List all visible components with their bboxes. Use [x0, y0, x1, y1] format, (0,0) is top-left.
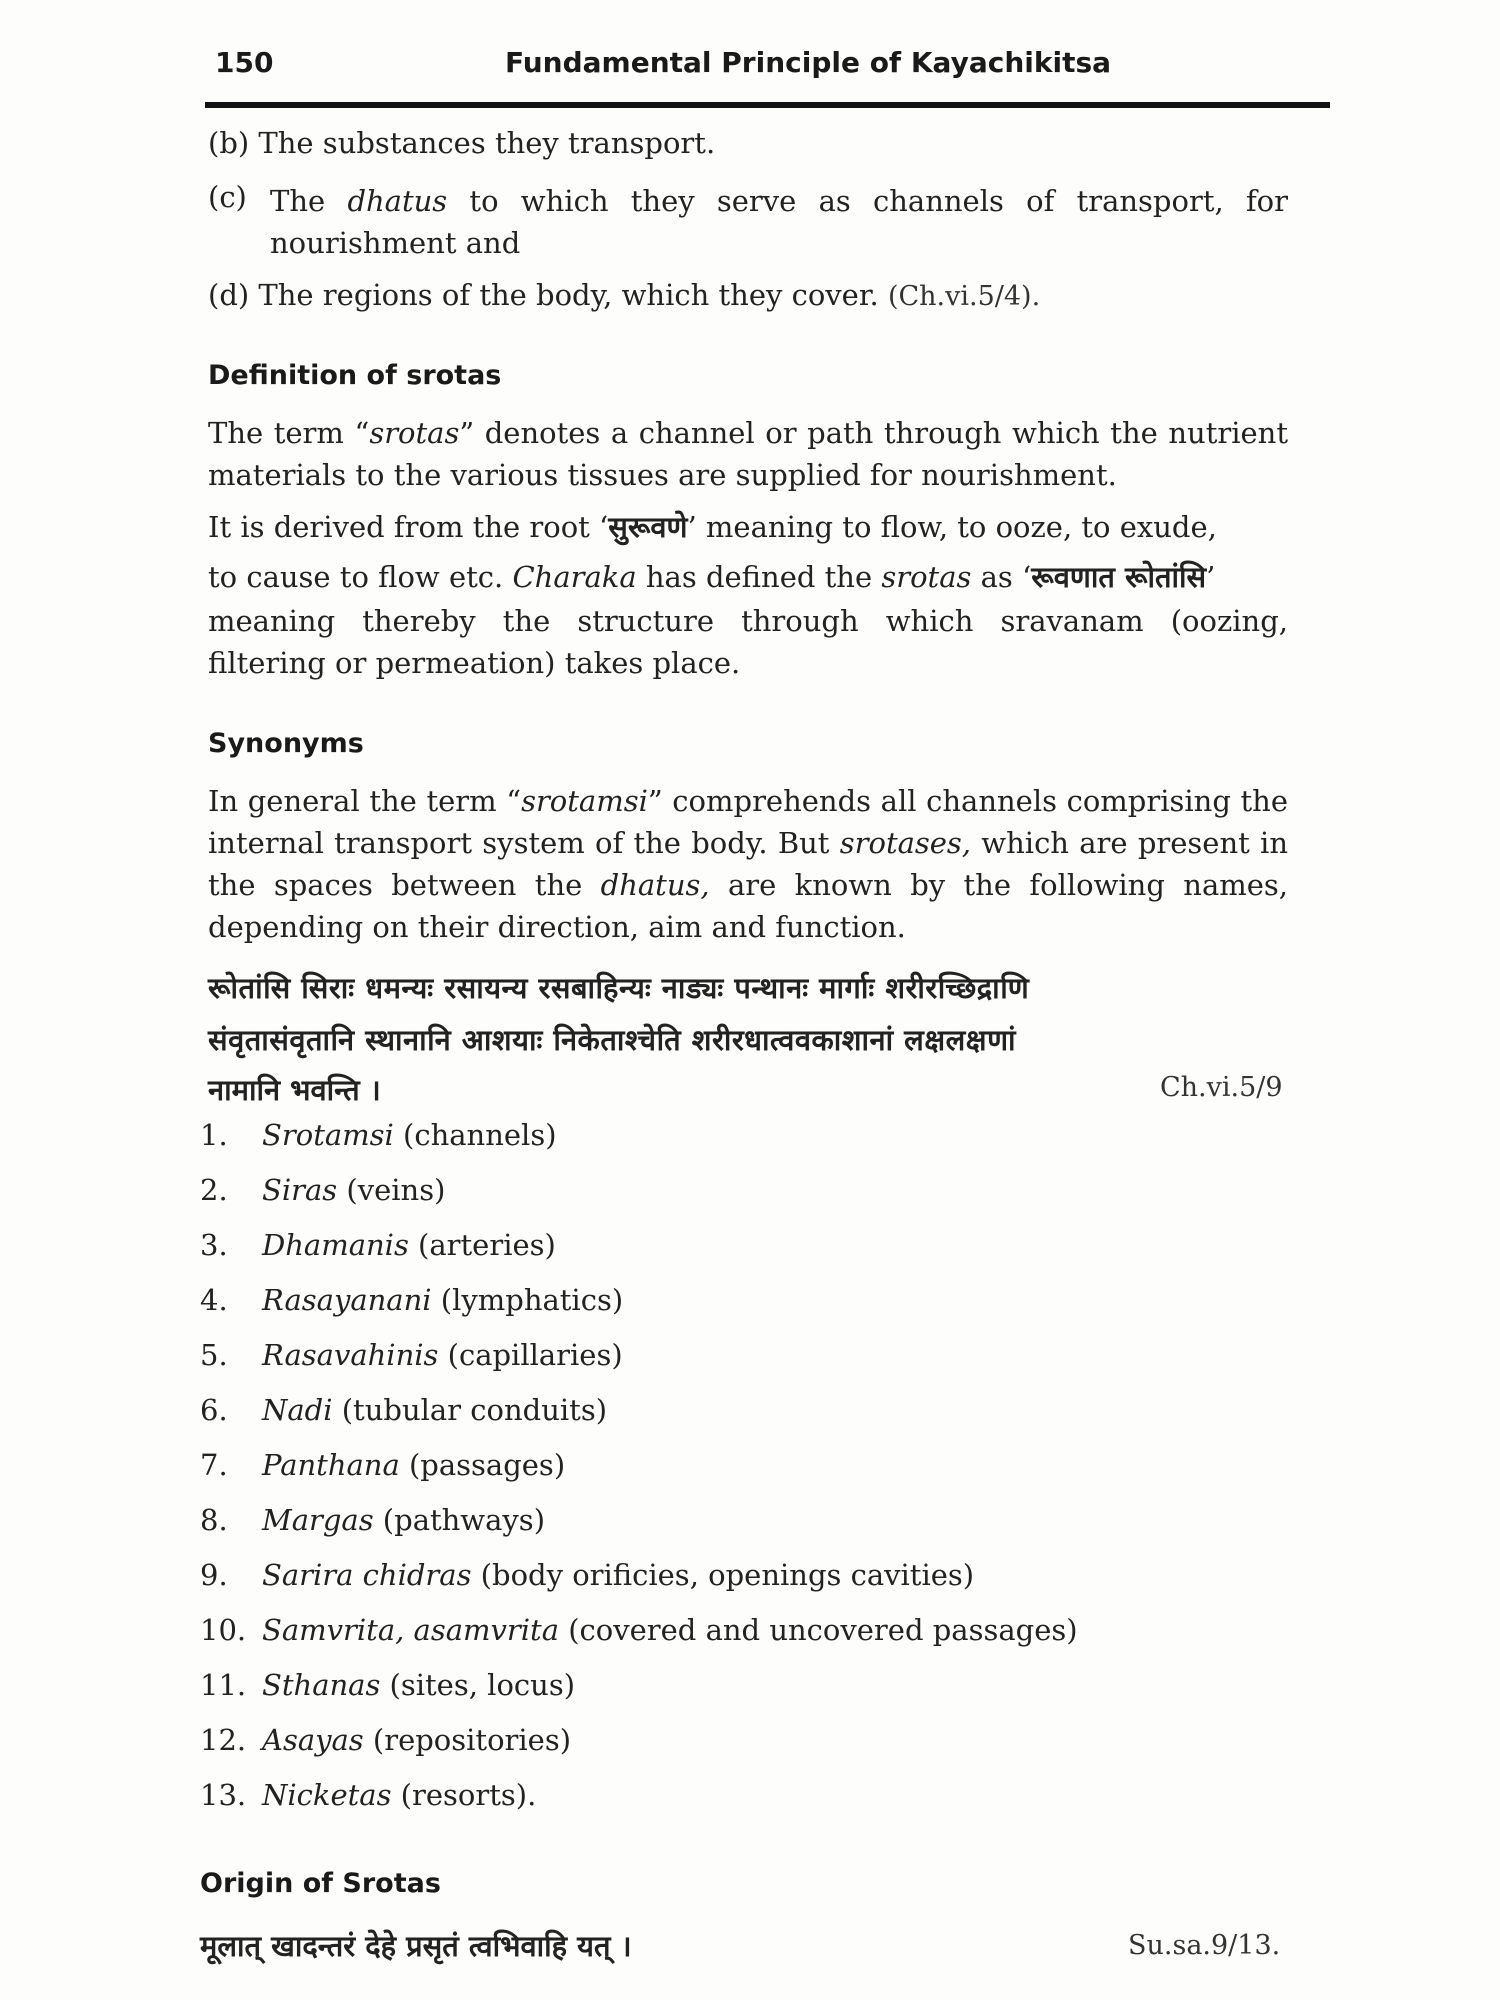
list-item-term: Nicketas — [262, 1778, 392, 1812]
item-c-post: to which they serve as channels of transport, for nourishment and — [270, 184, 1288, 260]
synonyms-heading: Synonyms — [208, 728, 364, 759]
list-item-num: 5. — [200, 1338, 228, 1372]
list-item — [200, 1723, 571, 1765]
list-item-desc: (repositories) — [363, 1723, 572, 1757]
list-item-num: 7. — [200, 1448, 228, 1482]
list-item-term: Siras — [262, 1173, 338, 1207]
list-item — [200, 1283, 623, 1325]
item-c-label: (c) — [208, 180, 247, 214]
item-d — [208, 278, 1040, 312]
list-item-term: Srotamsi — [262, 1118, 394, 1152]
syn-p-italic1: srotamsi — [521, 784, 648, 818]
list-item-num: 8. — [200, 1503, 228, 1537]
def-p2-b: ’ meaning to flow, to ooze, to exude, — [687, 510, 1217, 544]
list-item-term: Rasayanani — [262, 1283, 432, 1317]
list-item — [200, 1613, 1078, 1655]
sanskrit-verse-line-1: रूोतांसि सिराः धमन्यः रसायन्य रसबाहिन्यः नाड्यः पन्थानः मार्गाः शरीरच्छिद्राणि — [208, 971, 1030, 1005]
def-p3-italic1: Charaka — [512, 560, 637, 594]
list-item — [200, 1448, 565, 1490]
item-d-text: (d) The regions of the body, which they cover. — [208, 278, 888, 312]
list-item-num: 6. — [200, 1393, 228, 1427]
def-p1-b: ” denotes a channel or path through which the nutrient materials to the various tissues are supplied for nourishment. — [208, 416, 1288, 492]
def-p3-a: to cause to flow etc. — [208, 560, 513, 594]
definition-paragraph-1 — [208, 412, 1288, 496]
list-item-num: 4. — [200, 1283, 228, 1317]
def-p1-italic: srotas — [369, 416, 460, 450]
item-c-pre: The — [270, 184, 348, 218]
list-item-desc: (capillaries) — [438, 1338, 623, 1372]
list-item-desc: (veins) — [337, 1173, 446, 1207]
list-item-term: Samvrita, asamvrita — [262, 1613, 559, 1647]
header-rule — [205, 102, 1330, 108]
syn-p-italic2: srotases, — [839, 826, 972, 860]
definition-paragraph-4: meaning thereby the structure through which sravanam (oozing, filtering or permeation) takes place. — [208, 604, 1288, 680]
list-item-num: 13. — [200, 1778, 247, 1812]
list-item — [200, 1778, 536, 1820]
sanskrit-verse-ref: Ch.vi.5/9 — [1160, 1072, 1283, 1103]
definition-line-root — [208, 506, 1288, 548]
list-item-num: 11. — [200, 1668, 247, 1702]
def-p2-a: It is derived from the root ‘ — [208, 510, 609, 544]
list-item-term: Rasavahinis — [262, 1338, 439, 1372]
list-item-num: 12. — [200, 1723, 247, 1757]
def-p1-a: The term “ — [208, 416, 370, 450]
list-item — [200, 1503, 545, 1545]
list-item — [200, 1173, 445, 1215]
list-item-term: Dhamanis — [262, 1228, 409, 1262]
list-item-num: 10. — [200, 1613, 247, 1647]
page-header — [205, 46, 1330, 94]
list-item-term: Asayas — [262, 1723, 364, 1757]
item-c-italic: dhatus — [347, 184, 448, 218]
list-item-num: 2. — [200, 1173, 228, 1207]
sanskrit-verse-line-2: संवृतासंवृतानि स्थानानि आशयाः निकेताश्चेति शरीरधात्ववकाशानां लक्षलक्षणां — [208, 1023, 1017, 1057]
def-p3-c: as ‘ — [971, 560, 1032, 594]
syn-p-italic3: dhatus, — [600, 868, 710, 902]
def-p3-sanskrit: रूवणात रूोतांसि — [1031, 560, 1207, 594]
syn-p-a: In general the term “ — [208, 784, 522, 818]
list-item-term: Sthanas — [262, 1668, 381, 1702]
origin-sanskrit: मूलात् खादन्तरं देहे प्रसृतं त्वभिवाहि यत् । — [200, 1929, 632, 1963]
list-item-term: Margas — [262, 1503, 374, 1537]
list-item — [200, 1393, 607, 1435]
syn-p-d: are known by the following names, depending on their direction, aim and function. — [208, 868, 1289, 944]
list-item-desc: (resorts). — [391, 1778, 537, 1812]
item-b: (b) The substances they transport. — [208, 126, 716, 160]
list-item-desc: (sites, locus) — [380, 1668, 576, 1702]
def-p3-b: has defined the — [636, 560, 882, 594]
syn-p-c: which are present in the spaces between the — [208, 826, 1288, 902]
origin-heading: Origin of Srotas — [200, 1868, 441, 1899]
list-item — [200, 1558, 974, 1600]
list-item-desc: (channels) — [393, 1118, 557, 1152]
list-item-desc: (pathways) — [373, 1503, 546, 1537]
definition-line-charaka — [208, 556, 1288, 598]
list-item-num: 9. — [200, 1558, 228, 1592]
def-p3-italic2: srotas — [881, 560, 972, 594]
running-title: Fundamental Principle of Kayachikitsa — [505, 46, 1112, 79]
list-item-desc: (covered and uncovered passages) — [558, 1613, 1078, 1647]
list-item-term: Panthana — [262, 1448, 400, 1482]
page-number: 150 — [215, 46, 274, 79]
syn-p-b: ” comprehends all channels comprising the internal transport system of the body. But — [208, 784, 1289, 860]
list-item — [200, 1338, 623, 1380]
list-item — [200, 1228, 556, 1270]
list-item-desc: (tubular conduits) — [332, 1393, 608, 1427]
def-p3-d: ’ — [1206, 560, 1216, 594]
list-item-num: 3. — [200, 1228, 228, 1262]
definition-heading: Definition of srotas — [208, 360, 502, 391]
list-item-desc: (passages) — [399, 1448, 566, 1482]
list-item — [200, 1668, 575, 1710]
sanskrit-verse-line-3: नामानि भवन्ति । — [208, 1073, 381, 1107]
list-item-num: 1. — [200, 1118, 228, 1152]
list-item-desc: (body orificies, openings cavities) — [471, 1558, 975, 1592]
list-item-desc: (lymphatics) — [431, 1283, 624, 1317]
synonyms-paragraph — [208, 780, 1288, 948]
list-item-term: Sarira chidras — [262, 1558, 472, 1592]
item-d-ref: (Ch.vi.5/4). — [887, 281, 1041, 312]
list-item-desc: (arteries) — [408, 1228, 556, 1262]
list-item-term: Nadi — [262, 1393, 333, 1427]
origin-ref: Su.sa.9/13. — [1128, 1930, 1281, 1961]
list-item — [200, 1118, 557, 1160]
item-c — [270, 180, 1288, 264]
def-p2-sanskrit: सुरूवणे — [608, 510, 688, 544]
